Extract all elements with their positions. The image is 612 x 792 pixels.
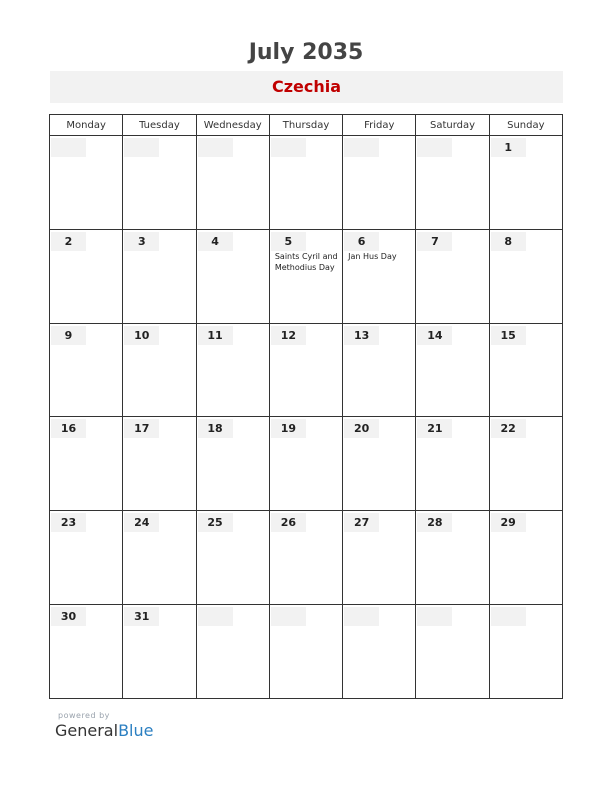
day-number: 25 bbox=[198, 513, 233, 532]
calendar-week-row bbox=[50, 323, 563, 417]
calendar-day-cell bbox=[123, 323, 196, 417]
day-number bbox=[124, 138, 159, 157]
calendar-day-cell bbox=[489, 511, 562, 605]
holiday-label: Saints Cyril and Methodius Day bbox=[274, 251, 338, 272]
day-number: 10 bbox=[124, 326, 159, 345]
calendar-day-cell bbox=[416, 417, 489, 511]
calendar-day-cell bbox=[196, 136, 269, 230]
day-number: 4 bbox=[198, 232, 233, 251]
calendar-day-cell bbox=[343, 229, 416, 323]
calendar-week-row bbox=[50, 229, 563, 323]
calendar-grid bbox=[49, 114, 563, 699]
day-number: 17 bbox=[124, 419, 159, 438]
calendar-day-cell bbox=[196, 605, 269, 699]
calendar-day-cell bbox=[123, 229, 196, 323]
calendar-day-cell bbox=[489, 605, 562, 699]
day-number: 18 bbox=[198, 419, 233, 438]
calendar-day-cell bbox=[416, 511, 489, 605]
calendar-day-cell bbox=[343, 136, 416, 230]
day-number: 11 bbox=[198, 326, 233, 345]
calendar-day-cell bbox=[343, 417, 416, 511]
day-number: 26 bbox=[271, 513, 306, 532]
calendar-day-cell bbox=[123, 605, 196, 699]
day-number: 27 bbox=[344, 513, 379, 532]
calendar-week-row bbox=[50, 136, 563, 230]
page-title: July 2035 bbox=[248, 40, 364, 65]
calendar-day-cell bbox=[50, 511, 123, 605]
calendar-week-row bbox=[50, 511, 563, 605]
calendar-day-cell bbox=[269, 323, 342, 417]
calendar-day-cell bbox=[123, 511, 196, 605]
weekday-header: Friday bbox=[343, 115, 416, 136]
calendar-day-cell bbox=[489, 229, 562, 323]
weekday-header-row bbox=[50, 115, 563, 136]
brand-general: General bbox=[55, 721, 119, 740]
day-number bbox=[344, 138, 379, 157]
calendar-day-cell bbox=[343, 323, 416, 417]
calendar-day-cell bbox=[50, 136, 123, 230]
weekday-header: Wednesday bbox=[196, 115, 269, 136]
calendar-week-row bbox=[50, 417, 563, 511]
holiday-label: Jan Hus Day bbox=[348, 251, 397, 261]
day-number bbox=[198, 138, 233, 157]
day-number: 5 bbox=[271, 232, 306, 251]
calendar-day-cell bbox=[50, 323, 123, 417]
calendar-day-cell bbox=[196, 229, 269, 323]
day-number: 14 bbox=[417, 326, 452, 345]
calendar-day-cell bbox=[343, 511, 416, 605]
day-number: 7 bbox=[417, 232, 452, 251]
day-number bbox=[271, 138, 306, 157]
powered-by-label: powered by bbox=[58, 711, 110, 720]
calendar-day-cell bbox=[416, 605, 489, 699]
calendar-day-cell bbox=[196, 511, 269, 605]
day-number: 21 bbox=[417, 419, 452, 438]
day-number: 20 bbox=[344, 419, 379, 438]
day-number: 6 bbox=[344, 232, 379, 251]
calendar-day-cell bbox=[269, 417, 342, 511]
day-number bbox=[417, 607, 452, 626]
weekday-header: Thursday bbox=[269, 115, 342, 136]
country-banner bbox=[50, 71, 563, 103]
calendar-day-cell bbox=[269, 229, 342, 323]
calendar-day-cell bbox=[416, 323, 489, 417]
day-number: 3 bbox=[124, 232, 159, 251]
day-number: 15 bbox=[491, 326, 526, 345]
calendar-day-cell bbox=[343, 605, 416, 699]
calendar-week-row bbox=[50, 605, 563, 699]
calendar-day-cell bbox=[123, 136, 196, 230]
calendar-day-cell bbox=[489, 417, 562, 511]
calendar-day-cell bbox=[196, 323, 269, 417]
day-number: 19 bbox=[271, 419, 306, 438]
day-number: 8 bbox=[491, 232, 526, 251]
calendar-day-cell bbox=[196, 417, 269, 511]
day-number: 16 bbox=[51, 419, 86, 438]
calendar-day-cell bbox=[50, 229, 123, 323]
day-number bbox=[491, 607, 526, 626]
weekday-header: Sunday bbox=[489, 115, 562, 136]
weekday-header: Monday bbox=[50, 115, 123, 136]
day-number bbox=[271, 607, 306, 626]
day-number bbox=[198, 607, 233, 626]
calendar-day-cell bbox=[50, 605, 123, 699]
country-name: Czechia bbox=[271, 77, 342, 96]
day-number bbox=[417, 138, 452, 157]
day-number: 28 bbox=[417, 513, 452, 532]
calendar-day-cell bbox=[416, 136, 489, 230]
day-number: 13 bbox=[344, 326, 379, 345]
day-number bbox=[51, 138, 86, 157]
day-number: 23 bbox=[51, 513, 86, 532]
calendar-day-cell bbox=[489, 136, 562, 230]
day-number: 9 bbox=[51, 326, 86, 345]
calendar-day-cell bbox=[269, 605, 342, 699]
day-number bbox=[344, 607, 379, 626]
day-number: 2 bbox=[51, 232, 86, 251]
calendar-day-cell bbox=[269, 136, 342, 230]
calendar-day-cell bbox=[489, 323, 562, 417]
day-number: 31 bbox=[124, 607, 159, 626]
day-number: 24 bbox=[124, 513, 159, 532]
calendar-day-cell bbox=[50, 417, 123, 511]
day-number: 1 bbox=[491, 138, 526, 157]
calendar-day-cell bbox=[269, 511, 342, 605]
weekday-header: Saturday bbox=[416, 115, 489, 136]
day-number: 22 bbox=[491, 419, 526, 438]
day-number: 12 bbox=[271, 326, 306, 345]
day-number: 29 bbox=[491, 513, 526, 532]
calendar-day-cell bbox=[123, 417, 196, 511]
calendar-day-cell bbox=[416, 229, 489, 323]
day-number: 30 bbox=[51, 607, 86, 626]
brand-blue: Blue bbox=[118, 721, 154, 740]
weekday-header: Tuesday bbox=[123, 115, 196, 136]
brand-logo[interactable] bbox=[55, 721, 153, 740]
